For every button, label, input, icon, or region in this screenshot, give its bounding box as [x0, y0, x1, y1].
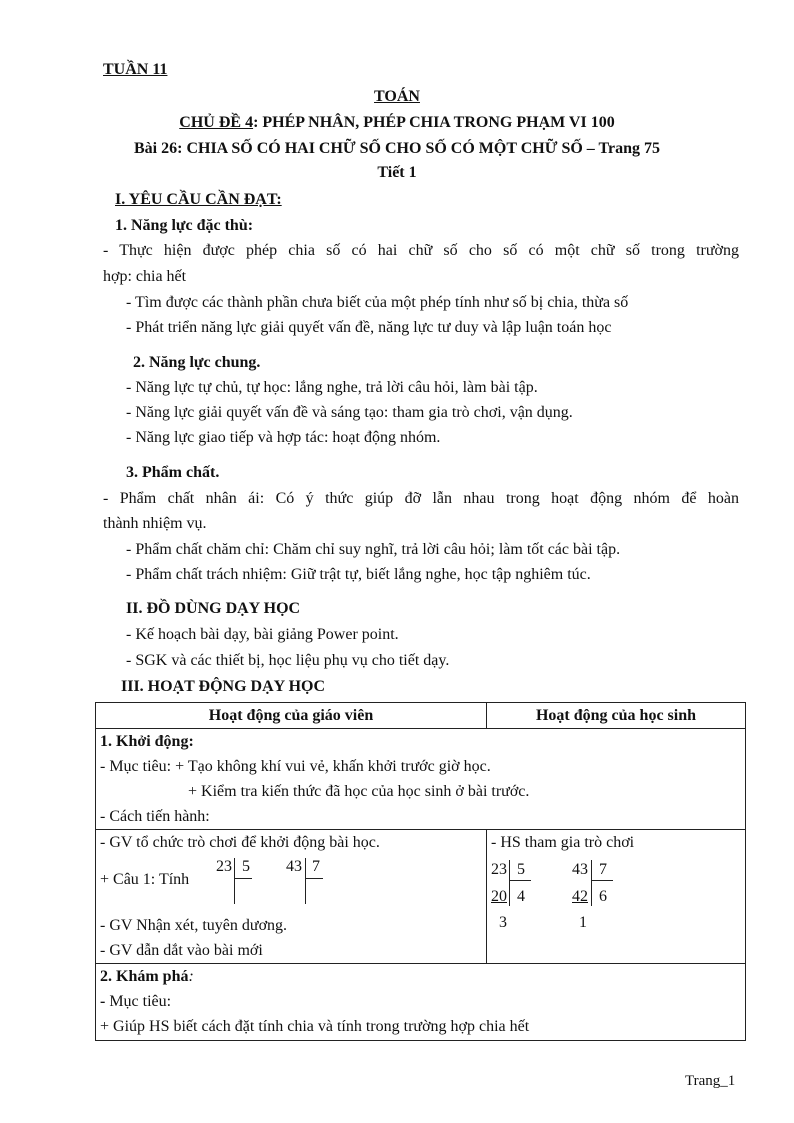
- sub1-item2: - Tìm được các thành phần chưa biết của một phép tính như số bị chia, thừa số: [126, 294, 629, 311]
- solved-a-quotient: 4: [517, 888, 525, 905]
- week-label: TUẦN 11: [103, 61, 168, 78]
- page-number: Trang_1: [685, 1073, 736, 1089]
- sub3-title: 3. Phẩm chất.: [126, 464, 220, 481]
- div2-horizontal-bar: [305, 878, 323, 879]
- student-activity-cell: [487, 830, 746, 964]
- section1-title: I. YÊU CẦU CẦN ĐẠT:: [115, 191, 282, 208]
- div1-horizontal-bar: [234, 878, 252, 879]
- sub2-title: 2. Năng lực chung.: [133, 354, 261, 371]
- solved-a-dividend: 23: [491, 861, 507, 878]
- solved-a-divisor: 5: [517, 861, 525, 878]
- solved-a-product: 20: [491, 888, 507, 905]
- part2-goal: [100, 989, 741, 1014]
- sub2-item3: - Năng lực giao tiếp và hợp tác: hoạt động nhóm.: [126, 429, 441, 446]
- section2-title: II. ĐỒ DÙNG DẠY HỌC: [126, 600, 301, 617]
- sub1-title: 1. Năng lực đặc thù:: [115, 217, 254, 234]
- subject-title: TOÁN: [374, 88, 420, 105]
- topic-rest: : PHÉP NHÂN, PHÉP CHIA TRONG PHẠM VI 100: [253, 114, 615, 131]
- teacher-line1: - GV tổ chức trò chơi để khởi động bài học.: [100, 834, 380, 851]
- part1-method: - Cách tiến hành:: [100, 808, 210, 825]
- div2-divisor: 7: [312, 858, 320, 875]
- part2-goal-label: Mục tiêu:: [109, 993, 172, 1010]
- sub1-item1-line1: - Thực hiện được phép chia số có hai chữ số cho số có một chữ số trong trường: [103, 242, 739, 259]
- solved-b-horizontal-bar: [591, 880, 613, 881]
- part2-goal1: + Giúp HS biết cách đặt tính chia và tính trong trường hợp chia hết: [100, 1018, 530, 1035]
- activities-table: [95, 702, 746, 1041]
- table-header-row: [96, 703, 746, 729]
- teacher-line3: - GV Nhận xét, tuyên dương.: [100, 917, 288, 934]
- section3-title: III. HOẠT ĐỘNG DẠY HỌC: [121, 678, 326, 695]
- sub3-item1-line1: - Phẩm chất nhân ái: Có ý thức giúp đỡ lẫn nhau trong hoạt động nhóm để hoàn: [103, 490, 739, 507]
- part2-cell: [96, 964, 746, 1041]
- solved-b-quotient: 6: [599, 888, 607, 905]
- sub1-item1-line2: hợp: chia hết: [103, 268, 187, 285]
- sub3-item2: - Phẩm chất chăm chỉ: Chăm chỉ suy nghĩ, trả lời câu hỏi; làm tốt các bài tập.: [126, 541, 621, 558]
- part2-title-text: 2. Khám phá: [100, 968, 189, 985]
- sub2-item1: - Năng lực tự chủ, tự học: lắng nghe, trả lời câu hỏi, làm bài tập.: [126, 379, 538, 396]
- topic-prefix: CHỦ ĐỀ 4: [179, 114, 254, 131]
- solved-b-divisor: 7: [599, 861, 607, 878]
- part2-title: [100, 964, 741, 989]
- sub3-item1-line2: thành nhiệm vụ.: [103, 515, 207, 532]
- teacher-line4: - GV dẫn dắt vào bài mới: [100, 942, 263, 959]
- period-title: Tiết 1: [377, 164, 417, 181]
- part1-title: 1. Khởi động:: [100, 733, 194, 750]
- student-line1: - HS tham gia trò chơi: [491, 834, 635, 851]
- topic-title: [0, 114, 794, 132]
- solved-b-remainder: 1: [579, 914, 587, 931]
- sub2-item2: - Năng lực giải quyết vấn đề và sáng tạo: tham gia trò chơi, vận dụng.: [126, 404, 573, 421]
- teacher-activity-cell: [96, 830, 487, 964]
- solved-b-product: 42: [572, 888, 588, 905]
- col-teacher-header: Hoạt động của giáo viên: [96, 703, 487, 729]
- solved-b-dividend: 43: [572, 861, 588, 878]
- lesson-title: Bài 26: CHIA SỐ CÓ HAI CHỮ SỐ CHO SỐ CÓ MỘT CHỮ SỐ – Trang 75: [134, 140, 660, 157]
- solved-a-vertical-bar: [509, 860, 510, 906]
- section2-item2: - SGK và các thiết bị, học liệu phụ vụ cho tiết dạy.: [126, 652, 450, 669]
- teacher-question: + Câu 1: Tính: [100, 871, 190, 888]
- part2-goal-dash: -: [100, 993, 110, 1010]
- div1-dividend: 23: [216, 858, 232, 875]
- col-student-header: Hoạt động của học sinh: [487, 703, 746, 729]
- sub1-item3: - Phát triển năng lực giải quyết vấn đề, năng lực tư duy và lập luận toán học: [126, 319, 612, 336]
- part2-row: [96, 964, 746, 1041]
- section2-item1: - Kế hoạch bài dạy, bài giảng Power point.: [126, 626, 399, 643]
- part1-row: [96, 729, 746, 830]
- part1-cell: [96, 729, 746, 830]
- div2-vertical-bar: [305, 858, 306, 904]
- solved-a-remainder: 3: [499, 914, 507, 931]
- part1-goal2: + Kiểm tra kiến thức đã học của học sinh ở bài trước.: [188, 783, 530, 800]
- div2-dividend: 43: [286, 858, 302, 875]
- part1-activity-row: [96, 830, 746, 964]
- div1-vertical-bar: [234, 858, 235, 904]
- sub3-item3: - Phẩm chất trách nhiệm: Giữ trật tự, biết lắng nghe, học tập nghiêm túc.: [126, 566, 591, 583]
- solved-b-vertical-bar: [591, 860, 592, 906]
- part1-goal1: - Mục tiêu: + Tạo không khí vui vẻ, khấn khởi trước giờ học.: [100, 758, 491, 775]
- div1-divisor: 5: [242, 858, 250, 875]
- solved-a-horizontal-bar: [509, 880, 531, 881]
- part2-title-colon: :: [188, 968, 194, 985]
